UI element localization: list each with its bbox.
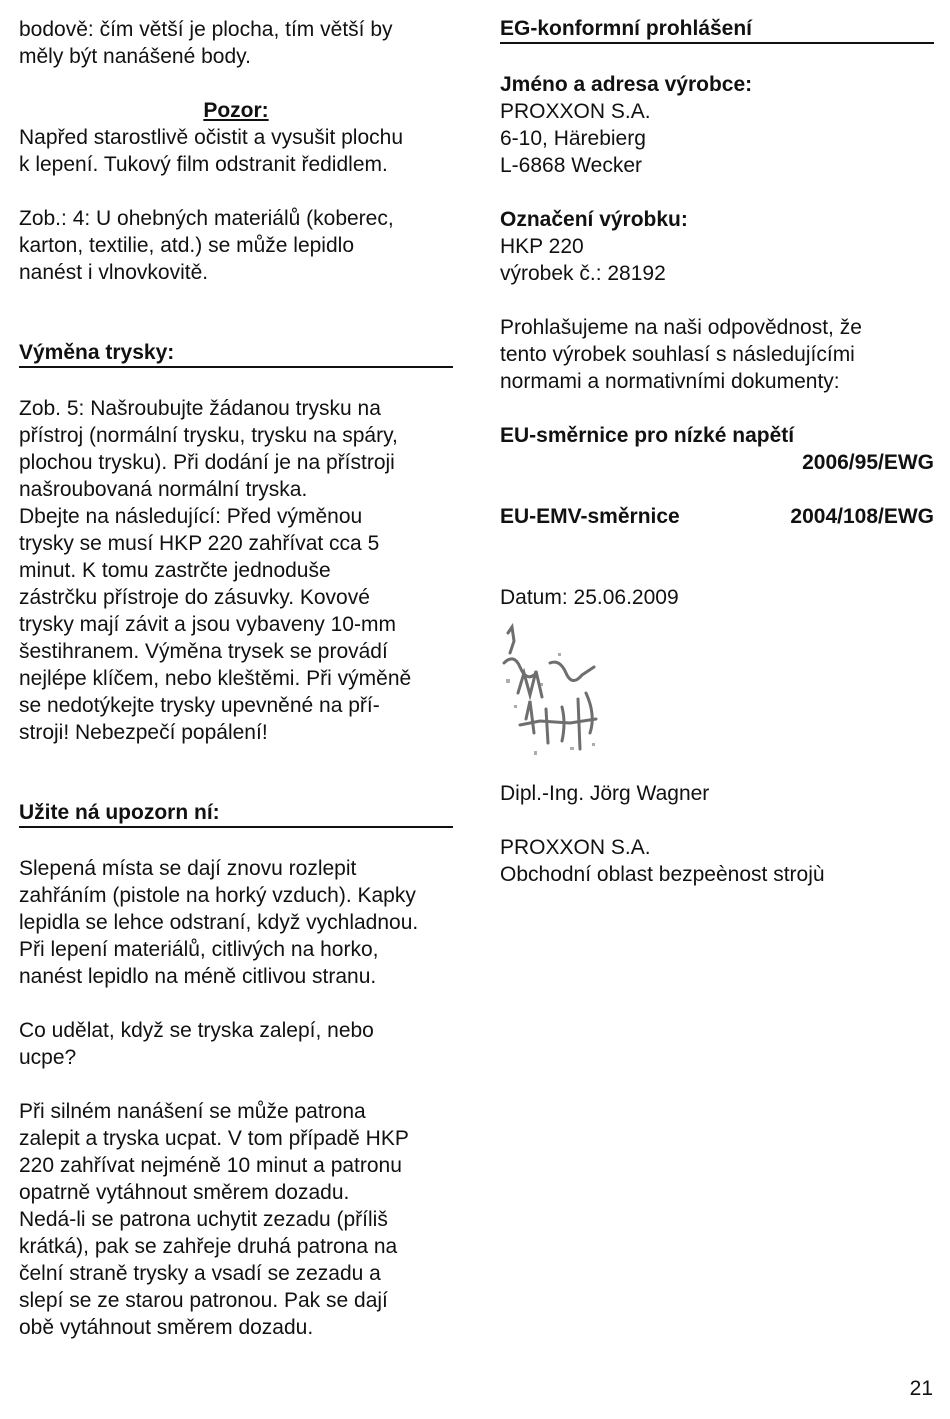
nozzle-change-paragraph: Zob. 5: Našroubujte žádanou trysku na přístroj (normální trysku, trysku na spáry, plochou trysku). Při dodání je na přístroji našroubovaná normální tryska. Dbejte na následující: Před výměnou trysky se musí HKP 220 zahřívat cca 5 minut. K tomu zastrčte jednoduše zástrčku přístroje do zásuvky. Kovové trysky mají závit a jsou vybaveny 10-mm šestihranem. Výměna trysek se provádí nejlépe klíčem, nebo kleštěmi. Při výměně se nedotýkejte trysky upevněné na pří- stroji! Nebezpečí popálení! [19, 397, 412, 744]
manufacturer-label: Jméno a adresa výrobce: [500, 73, 753, 96]
usage-tips-paragraph-2: Co udělat, když se tryska zalepí, nebo ucpe? [19, 1019, 374, 1069]
emv-directive-label: EU-EMV-směrnice [500, 505, 680, 528]
product-label: Označení výrobku: [500, 208, 688, 231]
date-line: Datum: 25.06.2009 [500, 586, 679, 609]
emv-directive-row [500, 503, 934, 530]
usage-tips-paragraph-1: Slepená místa se dají znovu rozlepit zahřáním (pistole na horký vzduch). Kapky lepidla se lehce odstraní, když vychladnou. Při lepení materiálů, citlivých na horko, nanést lepidlo na méně citlivou stranu. [19, 857, 419, 988]
company-block: PROXXON S.A. Obchodní oblast bezpeènost strojù [500, 836, 825, 886]
emv-directive-number: 2004/108/EWG [790, 505, 934, 528]
caution-paragraph: Napřed starostlivě očistit a vysušit plochu k lepení. Tukový film odstranit ředidlem. [19, 126, 403, 176]
declaration-paragraph: Prohlašujeme na naši odpovědnost, že tento výrobek souhlasí s následujícími normami a normativními dokumenty: [500, 316, 862, 393]
lv-directive-number: 2006/95/EWG [802, 451, 934, 474]
page-number: 21 [909, 1377, 933, 1400]
usage-tips-paragraph-3: Při silném nanášení se může patrona zalepit a tryska ucpat. V tom případě HKP 220 zahřívat nejméně 10 minut a patronu opatrně vytáhnout směrem dozadu. Nedá-li se patrona uchytit zezadu (příliš krátká), pak se zahřeje druhá patrona na čelní straně trysky a vsadí se zezadu a slepí se ze starou patronou. Pak se dají obě vytáhnout směrem dozadu. [19, 1100, 409, 1339]
figure-4-paragraph: Zob.: 4: U ohebných materiálů (koberec, karton, textilie, atd.) se může lepidlo nanést i vlnovkovitě. [19, 207, 394, 284]
caution-heading: Pozor: [203, 99, 269, 122]
signature-image [500, 623, 610, 763]
nozzle-change-heading: Výměna trysky: [19, 340, 453, 368]
declaration-heading: EG-konformní prohlášení [500, 16, 934, 44]
lv-directive-label: EU-směrnice pro nízké napětí [500, 424, 795, 447]
signer-name: Dipl.-Ing. Jörg Wagner [500, 782, 710, 805]
manufacturer-address: PROXXON S.A. 6-10, Härebierg L-6868 Wecker [500, 100, 651, 177]
right-column [500, 16, 934, 888]
intro-paragraph: bodově: čím větší je plocha, tím větší by měly být nanášené body. [19, 18, 393, 68]
usage-tips-heading: Užite ná upozorn ní: [19, 800, 453, 828]
product-info: HKP 220 výrobek č.: 28192 [500, 235, 666, 285]
left-column [19, 16, 453, 1341]
